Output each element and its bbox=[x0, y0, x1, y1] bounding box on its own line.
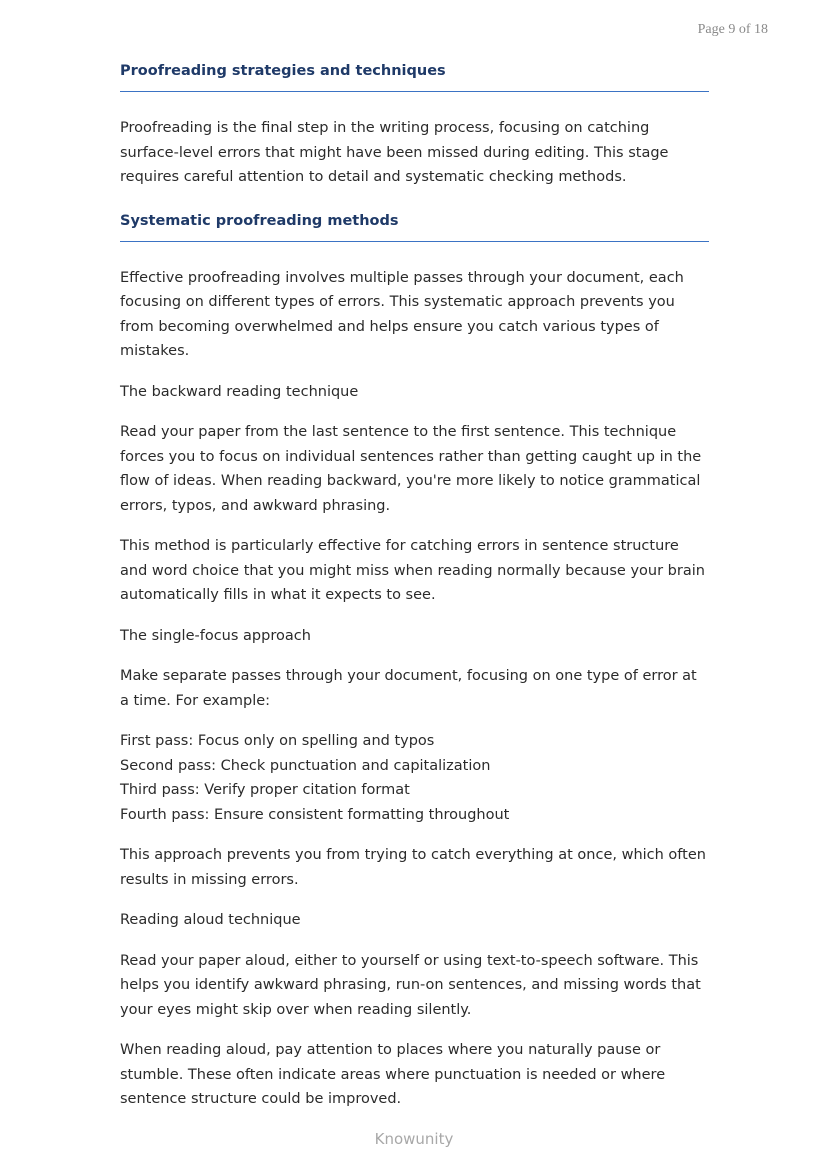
subheading-backward-reading: The backward reading technique bbox=[120, 383, 359, 400]
aloud-paragraph-1: Read your paper aloud, either to yourself or using text-to-speech software. This helps you identify awkward phrasing, run-on sentences, and missing words that your eyes might skip over when reading silently. bbox=[120, 952, 701, 1018]
footer-brand: Knowunity bbox=[374, 1130, 454, 1148]
aloud-paragraph-2: When reading aloud, pay attention to places where you naturally pause or stumble. These often indicate areas where punctuation is needed or where sentence structure could be improved. bbox=[120, 1042, 666, 1107]
section-intro-paragraph: Proofreading is the final step in the writing process, focusing on catching surface-level errors that might have been missed during editing. This stage requires careful attention to detail and systematic checking methods. bbox=[120, 120, 669, 185]
systematic-intro-paragraph: Effective proofreading involves multiple passes through your document, each focusing on different types of errors. This systematic approach prevents you from becoming overwhelmed and helps ensure you catch various types of mistakes. bbox=[120, 269, 684, 359]
document-body bbox=[120, 60, 709, 1128]
list-item: First pass: Focus only on spelling and typos bbox=[120, 733, 435, 749]
subheading-reading-aloud: Reading aloud technique bbox=[120, 912, 301, 928]
backward-paragraph-2: This method is particularly effective for catching errors in sentence structure and word choice that you might miss when reading normally because your brain automatically fills in what it expects to see. bbox=[120, 538, 705, 603]
list-item: Third pass: Verify proper citation format bbox=[120, 782, 410, 798]
section-heading-systematic-methods: Systematic proofreading methods bbox=[120, 210, 709, 242]
list-item: Second pass: Check punctuation and capitalization bbox=[120, 757, 491, 774]
list-item: Fourth pass: Ensure consistent formatting throughout bbox=[120, 806, 510, 823]
subheading-single-focus: The single-focus approach bbox=[120, 627, 311, 644]
section-heading-proofreading-strategies: Proofreading strategies and techniques bbox=[120, 60, 709, 92]
page-number: Page 9 of 18 bbox=[697, 22, 768, 37]
backward-paragraph-1: Read your paper from the last sentence to the first sentence. This technique forces you to focus on individual sentences rather than getting caught up in the flow of ideas. When reading backward, you're more likely to notice grammatical errors, typos, and awkward phrasing. bbox=[120, 424, 702, 514]
single-focus-paragraph-1: Make separate passes through your document, focusing on one type of error at a time. For example: bbox=[120, 668, 697, 709]
pass-list bbox=[120, 729, 709, 827]
single-focus-paragraph-2: This approach prevents you from trying to catch everything at once, which often results in missing errors. bbox=[120, 847, 706, 888]
